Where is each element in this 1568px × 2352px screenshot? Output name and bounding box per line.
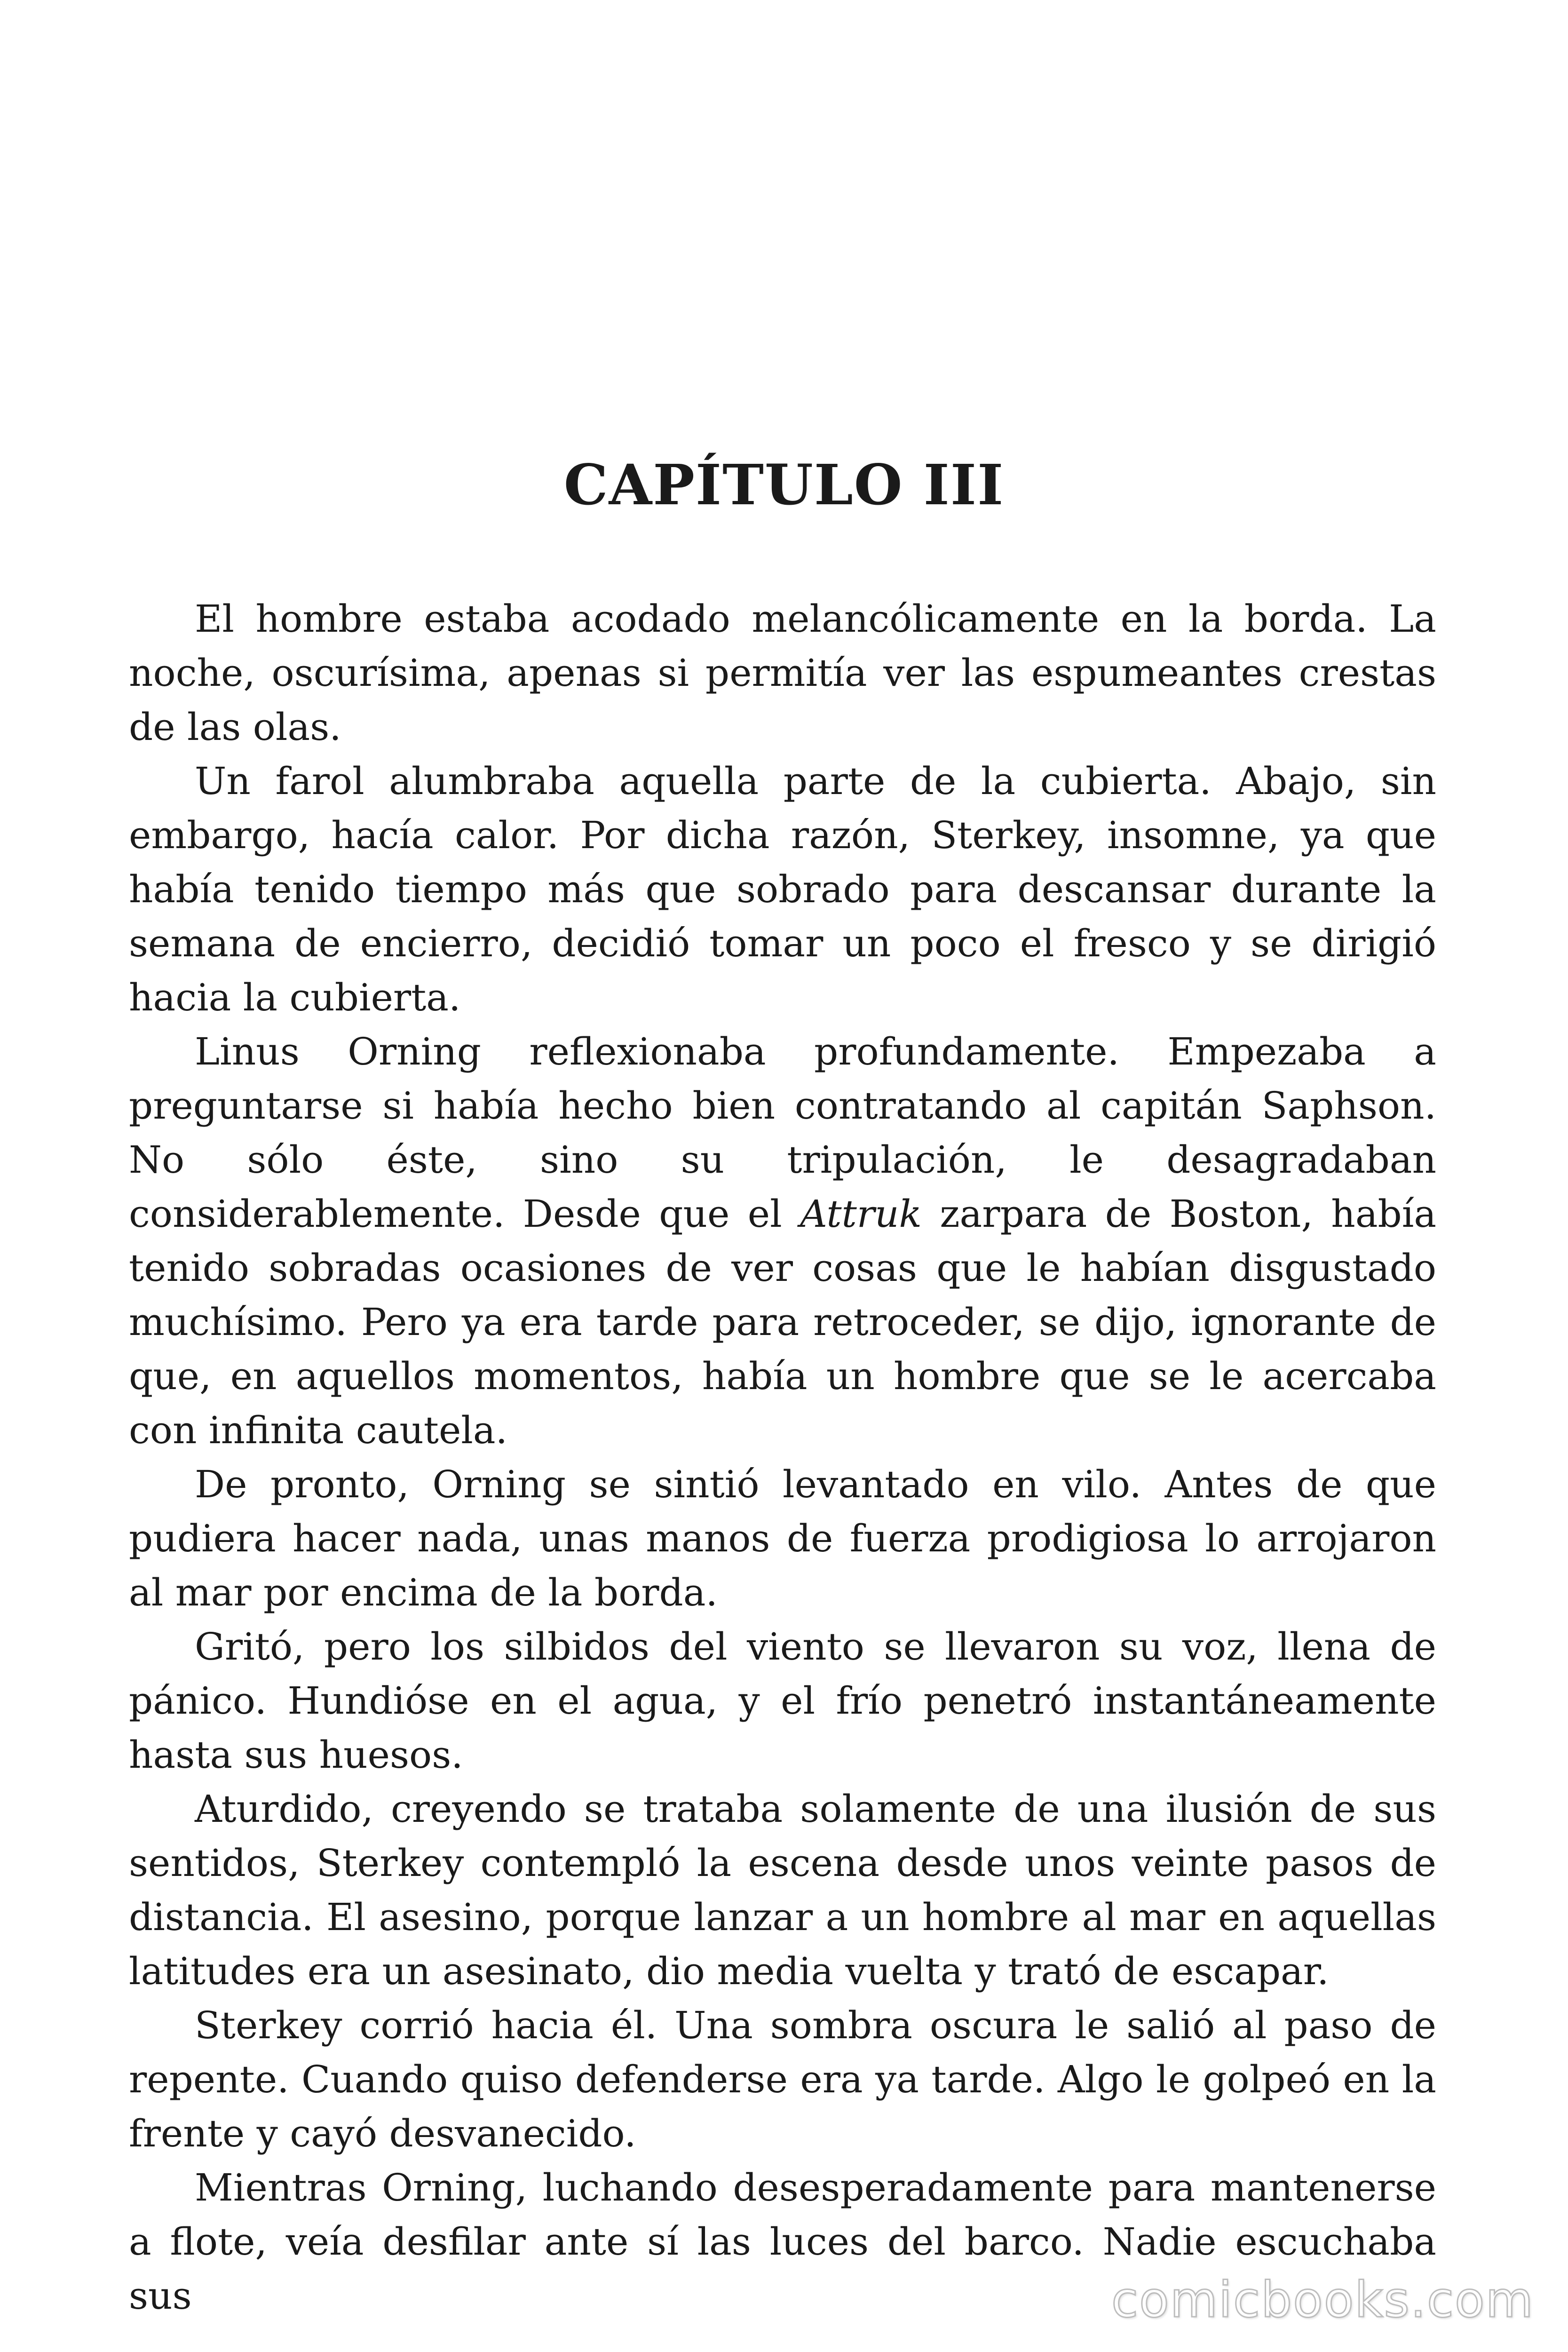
- paragraph-1: [129, 592, 1436, 754]
- chapter-body: [129, 592, 1436, 2323]
- paragraph-text: El hombre estaba acodado melancólicamente en la borda. La noche, oscurísima, apenas si permitía ver las espumeantes crestas de las olas.: [129, 597, 1436, 749]
- paragraph-text: Sterkey corrió hacia él. Una sombra oscura le salió al paso de repente. Cuando quiso defenderse era ya tarde. Algo le golpeó en la frente y cayó desvanecido.: [129, 2003, 1436, 2155]
- paragraph-text: Un farol alumbraba aquella parte de la cubierta. Abajo, sin embargo, hacía calor. Por dicha razón, Sterkey, insomne, ya que había tenido tiempo más que sobrado para descansar durante la semana de encierro, decidió tomar un poco el fresco y se dirigió hacia la cubierta.: [129, 759, 1436, 1019]
- paragraph-6: [129, 1782, 1436, 1998]
- paragraph-2: [129, 754, 1436, 1025]
- paragraph-5: [129, 1620, 1436, 1782]
- paragraph-text: Aturdido, creyendo se trataba solamente de una ilusión de sus sentidos, Sterkey contempló la escena desde unos veinte pasos de distancia. El asesino, porque lanzar a un hombre al mar en aquellas latitudes era un asesinato, dio media vuelta y trató de escapar.: [129, 1787, 1436, 1993]
- paragraph-4: [129, 1457, 1436, 1620]
- site-watermark: comicbooks.com: [1111, 2271, 1534, 2328]
- paragraph-text: Gritó, pero los silbidos del viento se llevaron su voz, llena de pánico. Hundióse en el agua, y el frío penetró instantáneamente hasta sus huesos.: [129, 1625, 1436, 1777]
- chapter-title: CAPÍTULO III: [563, 452, 1005, 517]
- paragraph-text: De pronto, Orning se sintió levantado en vilo. Antes de que pudiera hacer nada, unas manos de fuerza prodigiosa lo arrojaron al mar por encima de la borda.: [129, 1462, 1436, 1614]
- paragraph-7: [129, 1998, 1436, 2161]
- paragraph-3: [129, 1025, 1436, 1457]
- ship-name-italic: Attruk: [800, 1192, 922, 1236]
- paragraph-text: Mientras Orning, luchando desesperadamente para mantenerse a flote, veía desfilar ante sí las luces del barco. Nadie escuchaba sus: [129, 2166, 1436, 2318]
- paragraph-text-after: zarpara de Boston, había tenido sobradas ocasiones de ver cosas que le habían disgustado muchísimo. Pero ya era tarde para retroceder, se dijo, ignorante de que, en aquellos momentos, había un hombre que se le acercaba con infinita cautela.: [129, 1192, 1437, 1452]
- paragraph-text-before: Linus Orning reflexionaba profundamente. Empezaba a preguntarse si había hecho bien contratando al capitán Saphson. No sólo éste, sino su tripulación, le desagradaban considerablemente. Desde que el: [129, 1030, 1436, 1236]
